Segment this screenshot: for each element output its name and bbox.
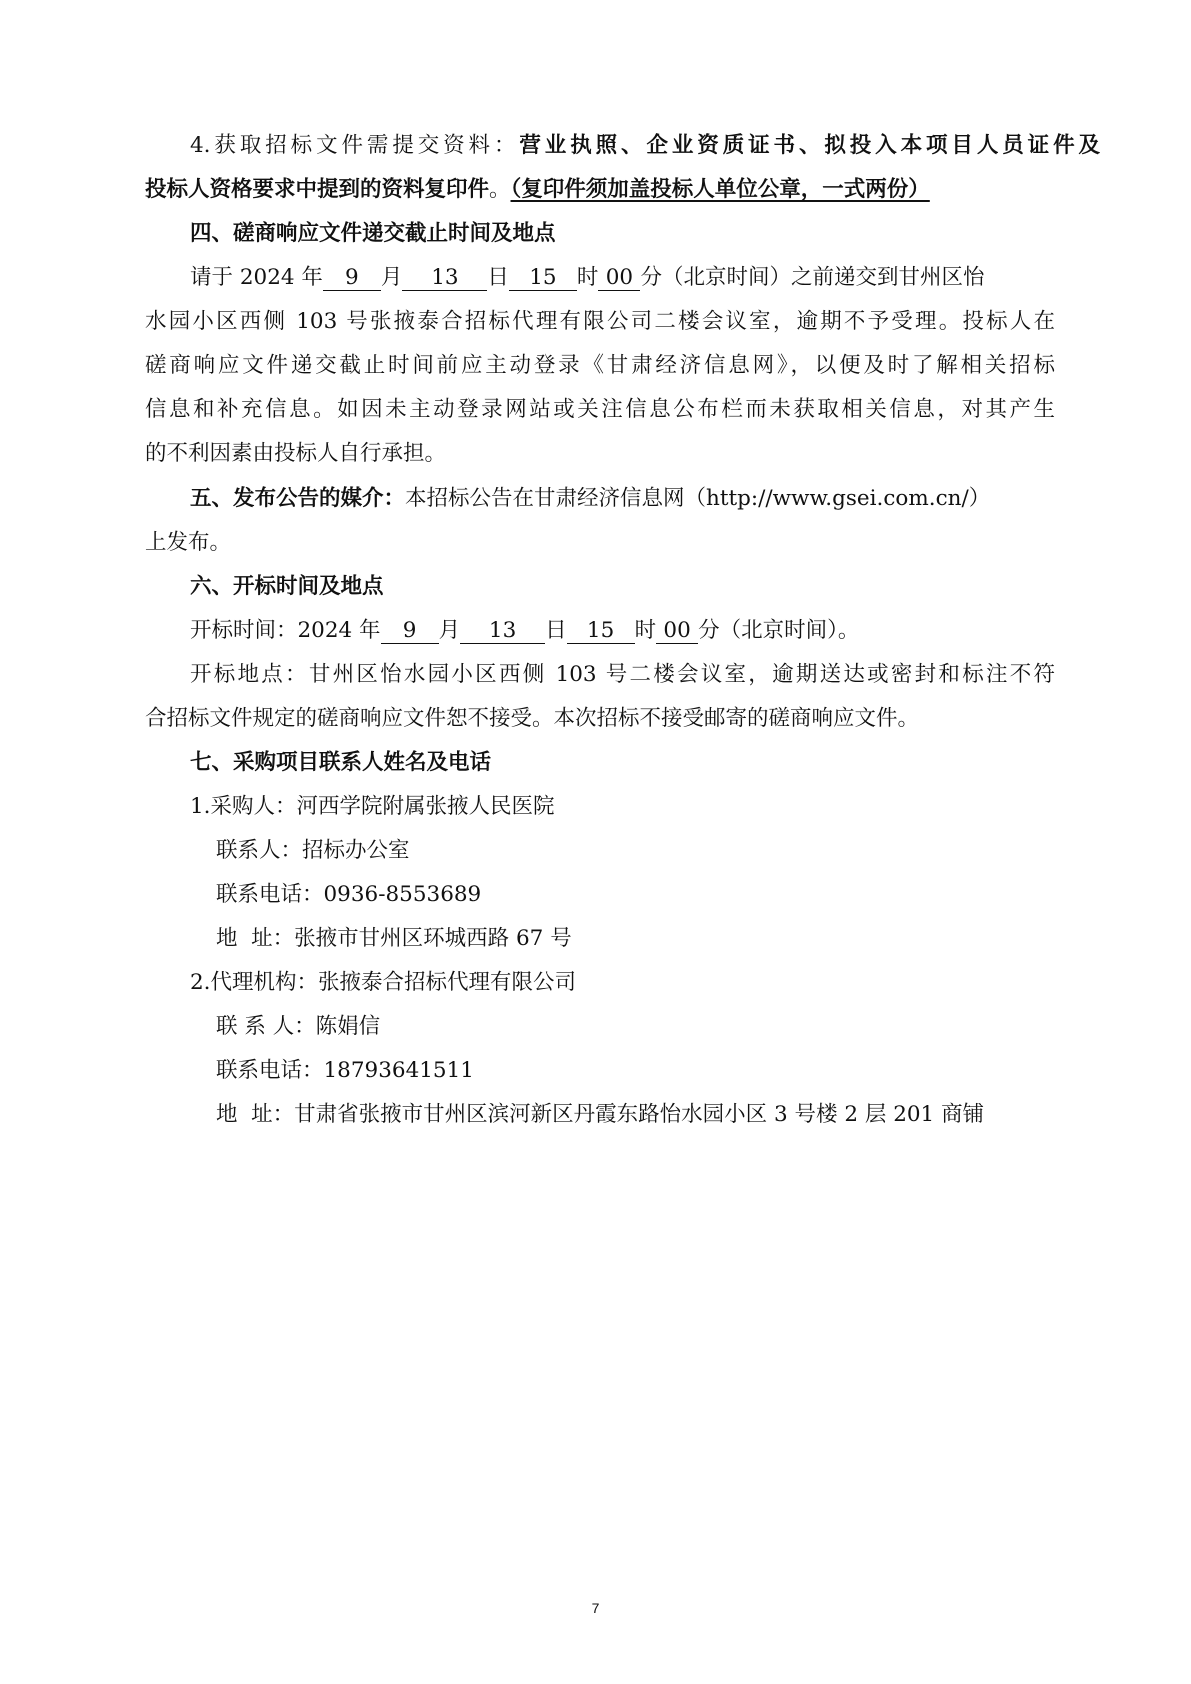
section-5-cont: 上发布。	[145, 530, 232, 555]
deadline-hour: 15	[509, 265, 577, 291]
opening-time-line: 开标时间：2024 年 9 月 13 日 15 时 00 分（北京时间）。	[190, 618, 860, 643]
opening-place-2: 合招标文件规定的磋商响应文件恕不接受。本次招标不接受邮寄的磋商响应文件。	[145, 706, 920, 731]
buyer-address: 地 址：张掖市甘州区环城西路 67 号	[216, 926, 572, 951]
buyer-contact: 联系人：招标办公室	[216, 838, 410, 863]
section-7-heading: 七、采购项目联系人姓名及电话	[190, 750, 492, 775]
deadline-text-2: 磋商响应文件递交截止时间前应主动登录《甘肃经济信息网》，以便及时了解相关招标	[145, 353, 1055, 378]
deadline-day: 13	[402, 265, 487, 291]
opening-month: 9	[381, 618, 439, 644]
buyer-phone: 联系电话：0936-8553689	[216, 882, 482, 907]
deadline-text-3: 信息和补充信息。如因未主动登录网站或关注信息公布栏而未获取相关信息，对其产生	[145, 397, 1055, 422]
deadline-line: 请于 2024 年 9 月 13 日 15 时 00 分（北京时间）之前递交到甘州区怡	[190, 265, 985, 290]
deadline-text-1: 水园小区西侧 103 号张掖泰合招标代理有限公司二楼会议室，逾期不予受理。投标人在	[145, 309, 1055, 334]
opening-minute: 00	[656, 618, 698, 644]
page-number: 7	[591, 1600, 600, 1616]
opening-place-1: 开标地点：甘州区怡水园小区西侧 103 号二楼会议室，逾期送达或密封和标注不符	[190, 662, 1055, 687]
agency-contact: 联 系 人：陈娟信	[216, 1014, 381, 1039]
agency-address: 地 址：甘肃省张掖市甘州区滨河新区丹霞东路怡水园小区 3 号楼 2 层 201 商铺	[216, 1102, 985, 1127]
section-5-line: 五、发布公告的媒介：本招标公告在甘肃经济信息网（http://www.gsei.com.cn/）	[190, 486, 991, 511]
materials-line-1: 4.获取招标文件需提交资料：营业执照、企业资质证书、拟投入本项目人员证件及	[190, 133, 1100, 158]
opening-hour: 15	[567, 618, 635, 644]
agency-phone: 联系电话：18793641511	[216, 1058, 474, 1083]
section-5-heading: 五、发布公告的媒介：	[190, 486, 406, 511]
materials-line-2: 投标人资格要求中提到的资料复印件。（复印件须加盖投标人单位公章，一式两份）	[145, 177, 930, 202]
agency-title: 2.代理机构：张掖泰合招标代理有限公司	[190, 970, 577, 995]
section-6-heading: 六、开标时间及地点	[190, 574, 384, 599]
section-4-heading: 四、磋商响应文件递交截止时间及地点	[190, 221, 556, 246]
deadline-month: 9	[323, 265, 381, 291]
deadline-text-4: 的不利因素由投标人自行承担。	[145, 441, 447, 466]
deadline-minute: 00	[598, 265, 640, 291]
buyer-title: 1.采购人：河西学院附属张掖人民医院	[190, 794, 555, 819]
copy-stamp-note: （复印件须加盖投标人单位公章，一式两份）	[510, 177, 930, 202]
opening-day: 13	[460, 618, 545, 644]
